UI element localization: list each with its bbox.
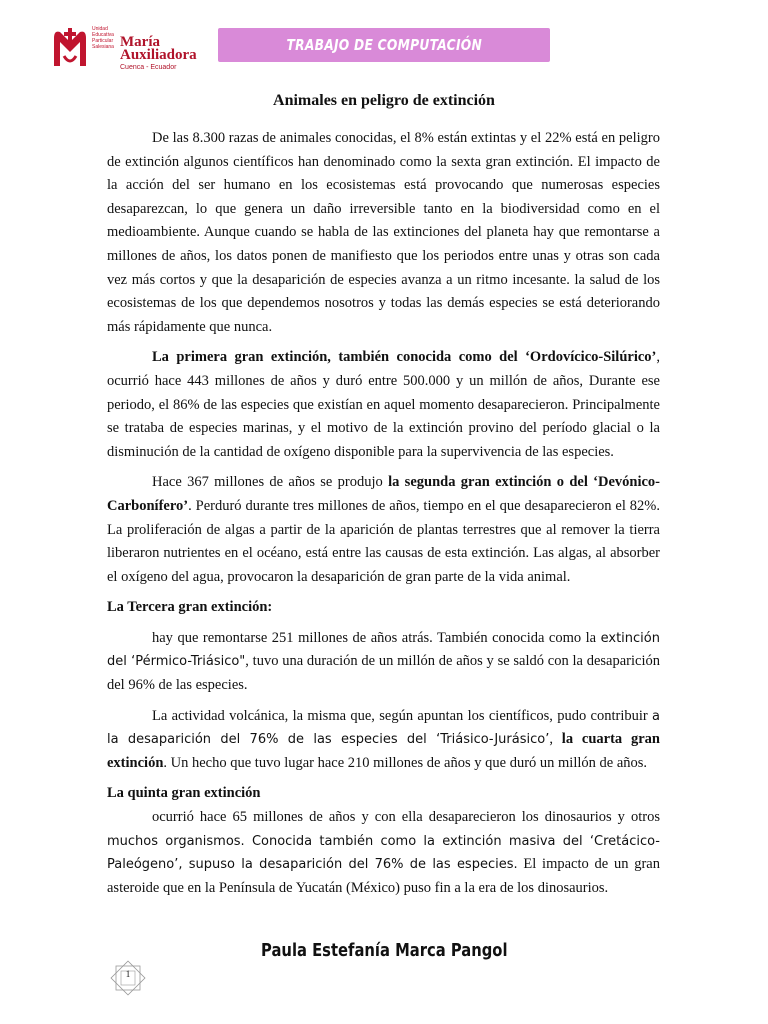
first-extinction-heading: La primera gran extinción, también conocida como del ‘Ordovícico-Silúrico’ — [152, 349, 657, 366]
fifth-extinction-heading: La quinta gran extinción — [107, 785, 261, 802]
author-name-text: Paula Estefanía Marca Pangol — [260, 940, 508, 961]
fourth-extinction-text: . Un hecho que tuvo lugar hace 210 millones de años y que duró un millón de años. — [163, 754, 648, 771]
fourth-extinction-lead: La actividad volcánica, la misma que, según apuntan los científicos, pudo contribuir — [152, 707, 653, 724]
logo-small-line: Particular — [92, 38, 114, 44]
logo-small-line: Educativa — [92, 32, 114, 38]
third-extinction-text: , tuvo una duración de un millón de años y se saldó con la desaparición del 96% de las especies. — [107, 653, 660, 694]
header-banner-text: TRABAJO DE COMPUTACIÓN — [286, 36, 482, 54]
fourth-extinction-heading: la cuarta gran extinción — [107, 731, 660, 771]
document-title: Animales en peligro de extinción — [273, 92, 495, 109]
fifth-extinction-lead: ocurrió hace 65 millones de años y con ella desaparecieron los dinosaurios y otros — [152, 809, 660, 826]
second-extinction-heading: la segunda gran extinción o del ‘Devónico-Carbonífero’ — [107, 474, 661, 514]
paragraph-second-extinction — [107, 471, 660, 589]
fifth-extinction-text: El impacto de un gran asteroide que en la Península de Yucatán (México) puso fin a la era de los dinosaurios. — [107, 856, 660, 896]
school-logo — [50, 26, 197, 72]
header-banner — [218, 28, 550, 62]
paragraph-first-extinction — [107, 346, 660, 464]
third-extinction-lead: hay que remontarse 251 millones de años atrás. También conocida como la — [152, 629, 601, 646]
page-number-badge — [108, 958, 148, 998]
paragraph-fourth-extinction — [107, 705, 660, 776]
logo-small-line: Salesiana — [92, 44, 114, 50]
logo-small-line: Unidad — [92, 26, 108, 32]
third-extinction-name: extinción del ‘Pérmico-Triásico" — [107, 630, 660, 670]
school-crest-icon — [50, 26, 90, 72]
paragraph-intro: De las 8.300 razas de animales conocidas, el 8% están extintas y el 22% está en peligro de extinción algunos científicos han denominado como la sexta gran extinción. El impacto de la acción del ser humano en los ecosistemas está provocando que numerosas especies desaparezcan, lo que genera un daño irreversible tanto en la biodiversidad como en el medioambiente. Aunque cuando se habla de las extinciones del planeta hay que remontarse a millones de años, los datos ponen de manifiesto que los periodos entre unas y otras son cada vez más cortos y que la desaparición de especies avanza a un ritmo incesante. la salud de los ecosistemas de los que dependemos nosotros y todas las demás especies se está deteriorando más rápidamente que nunca. — [107, 130, 660, 335]
paragraph-third-extinction — [107, 627, 660, 698]
fourth-extinction-comma: , — [549, 731, 562, 748]
paragraph-fifth-extinction — [107, 806, 660, 900]
fifth-extinction-detail: muchos organismos. Conocida también como la extinción masiva del ‘Cretácico-Paleógeno’, supuso la desaparición del 76% de las especies. — [107, 833, 660, 873]
page-number: 1 — [125, 969, 131, 979]
first-extinction-text: , ocurrió hace 443 millones de años y duró entre 500.000 y un millón de años, Durante ese periodo, el 86% de las especies que existían en aquel momento desaparecieron. Principalmente se trataba de especies marinas, y el motivo de la extinción provino del período glacial o la disminución de la cantidad de oxígeno disponible para la supervivencia de las especies. — [107, 349, 660, 460]
second-extinction-text: . Perduró durante tres millones de años, tiempo en el que desaparecieron el 82%. La proliferación de algas a partir de la aparición de plantas terrestres que al remover la tierra liberaron nutrientes en el océano, está entre las causas de esta extinción. Las algas, al absorber el oxígeno del agua, provocaron la desaparición de gran parte de la vida animal. — [107, 497, 660, 585]
logo-school-name: María Auxiliadora — [120, 34, 197, 63]
fourth-extinction-detail: a la desaparición del 76% de las especies del ‘Triásico-Jurásico’ — [107, 708, 660, 748]
third-extinction-heading: La Tercera gran extinción: — [107, 599, 273, 616]
logo-location: Cuenca - Ecuador — [120, 64, 177, 71]
second-extinction-lead: Hace 367 millones de años se produjo — [152, 474, 389, 491]
document-body — [107, 127, 660, 900]
